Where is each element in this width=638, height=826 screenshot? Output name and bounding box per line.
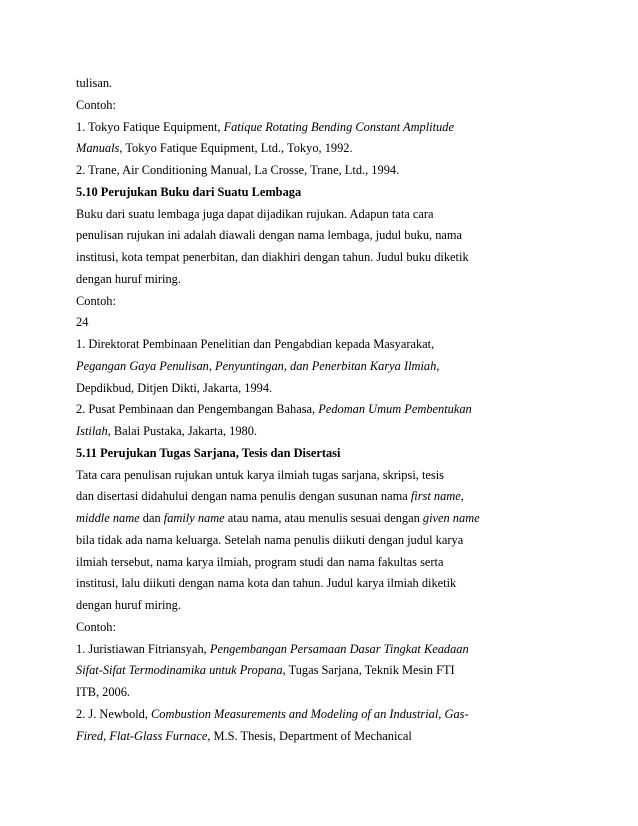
text-line xyxy=(76,554,443,570)
text-line xyxy=(76,293,116,309)
text-segment: tulisan. xyxy=(76,76,113,90)
text-segment: dengan huruf miring. xyxy=(76,271,181,286)
text-segment: Tata cara penulisan rujukan untuk karya ilmiah tugas sarjana, skripsi, tesis xyxy=(76,467,444,482)
text-line xyxy=(76,162,399,178)
text-line xyxy=(76,445,340,461)
text-segment: 2. Trane, Air Conditioning Manual, La Crosse, Trane, Ltd., 1994. xyxy=(76,163,400,177)
text-line xyxy=(76,184,301,200)
text-line xyxy=(76,706,469,722)
text-segment: 2. J. Newbold, xyxy=(76,706,152,721)
italic-text: Fatique Rotating Bending Constant Amplitude xyxy=(223,119,454,134)
text-segment: ilmiah tersebut, nama karya ilmiah, program studi dan nama fakultas serta xyxy=(76,554,444,569)
text-line xyxy=(76,684,130,700)
text-segment: Buku dari suatu lembaga juga dapat dijadikan rujukan. Adapun tata cara xyxy=(76,206,434,221)
italic-text: Manuals, xyxy=(76,141,123,156)
text-line xyxy=(76,271,181,287)
text-line xyxy=(76,728,412,744)
text-segment: dan xyxy=(139,511,164,525)
italic-text: first name xyxy=(410,489,461,504)
text-line xyxy=(76,423,257,439)
text-line xyxy=(76,488,464,504)
text-segment: , xyxy=(460,489,464,504)
text-line xyxy=(76,467,444,483)
italic-text: Fired, Flat-Glass Furnace xyxy=(76,728,208,743)
text-segment: , M.S. Thesis, Department of Mechanical xyxy=(207,728,412,743)
text-segment: penulisan rujukan ini adalah diawali dengan nama lembaga, judul buku, nama xyxy=(76,228,463,243)
text-line xyxy=(76,401,472,417)
text-line xyxy=(76,206,434,222)
text-line xyxy=(76,358,439,374)
text-segment: ITB, 2006. xyxy=(76,685,131,699)
text-segment: , Balai Pustaka, Jakarta, 1980. xyxy=(107,424,258,438)
text-line xyxy=(76,314,88,330)
italic-text: middle name xyxy=(76,511,140,525)
text-line xyxy=(76,510,480,526)
text-segment: atau nama, atau menulis sesuai dengan xyxy=(224,511,423,525)
text-line xyxy=(76,380,272,396)
text-segment: 24 xyxy=(76,315,89,330)
text-line xyxy=(76,532,463,548)
text-segment: 2. Pusat Pembinaan dan Pengembangan Bahasa, xyxy=(76,402,319,417)
italic-text: Pegangan Gaya Penulisan, Penyuntingan, dan Penerbitan Karya Ilmiah xyxy=(76,358,437,373)
italic-text: Combustion Measurements and Modeling of an Industrial, Gas- xyxy=(151,706,469,721)
italic-text: given name xyxy=(422,511,480,525)
text-segment: Contoh: xyxy=(76,293,116,308)
italic-text: Istilah xyxy=(76,424,108,438)
text-segment: Contoh: xyxy=(76,619,116,634)
section-heading: 5.10 Perujukan Buku dari Suatu Lembaga xyxy=(76,184,302,199)
text-line xyxy=(76,119,454,135)
text-line xyxy=(76,597,181,613)
text-segment: bila tidak ada nama keluarga. Setelah nama penulis diikuti dengan judul karya xyxy=(76,532,464,547)
text-segment: institusi, kota tempat penerbitan, dan diakhiri dengan tahun. Judul buku diketik xyxy=(76,250,469,264)
text-segment: Tokyo Fatique Equipment, Ltd., Tokyo, 1992. xyxy=(122,141,353,156)
italic-text: family name xyxy=(163,511,225,525)
text-segment: 1. Direktorat Pembinaan Penelitian dan Pengabdian kepada Masyarakat, xyxy=(76,337,435,351)
italic-text: Pedoman Umum Pembentukan xyxy=(318,402,472,417)
text-segment: dengan huruf miring. xyxy=(76,598,181,612)
text-line xyxy=(76,575,456,591)
text-segment: 1. Juristiawan Fitriansyah, xyxy=(76,641,210,656)
section-heading: 5.11 Perujukan Tugas Sarjana, Tesis dan Disertasi xyxy=(76,445,341,460)
text-line xyxy=(76,336,434,352)
text-segment: institusi, lalu diikuti dengan nama kota dan tahun. Judul karya ilmiah diketik xyxy=(76,576,457,591)
text-line xyxy=(76,75,112,91)
text-line xyxy=(76,249,469,265)
text-segment: , Tugas Sarjana, Teknik Mesin FTI xyxy=(282,663,455,678)
italic-text: Sifat-Sifat Termodinamika untuk Propana xyxy=(76,663,283,678)
text-line xyxy=(76,641,469,657)
text-segment: dan disertasi didahului dengan nama penulis dengan susunan nama xyxy=(76,489,411,504)
text-segment: Depdikbud, Ditjen Dikti, Jakarta, 1994. xyxy=(76,380,273,395)
text-segment: Contoh: xyxy=(76,97,116,112)
text-segment: 1. Tokyo Fatique Equipment, xyxy=(76,119,224,134)
text-line xyxy=(76,619,116,635)
text-line xyxy=(76,662,455,678)
italic-text: Pengembangan Persamaan Dasar Tingkat Keadaan xyxy=(209,641,469,656)
text-line xyxy=(76,227,462,243)
text-line xyxy=(76,97,116,113)
text-segment: , xyxy=(436,358,440,373)
text-line xyxy=(76,140,353,156)
